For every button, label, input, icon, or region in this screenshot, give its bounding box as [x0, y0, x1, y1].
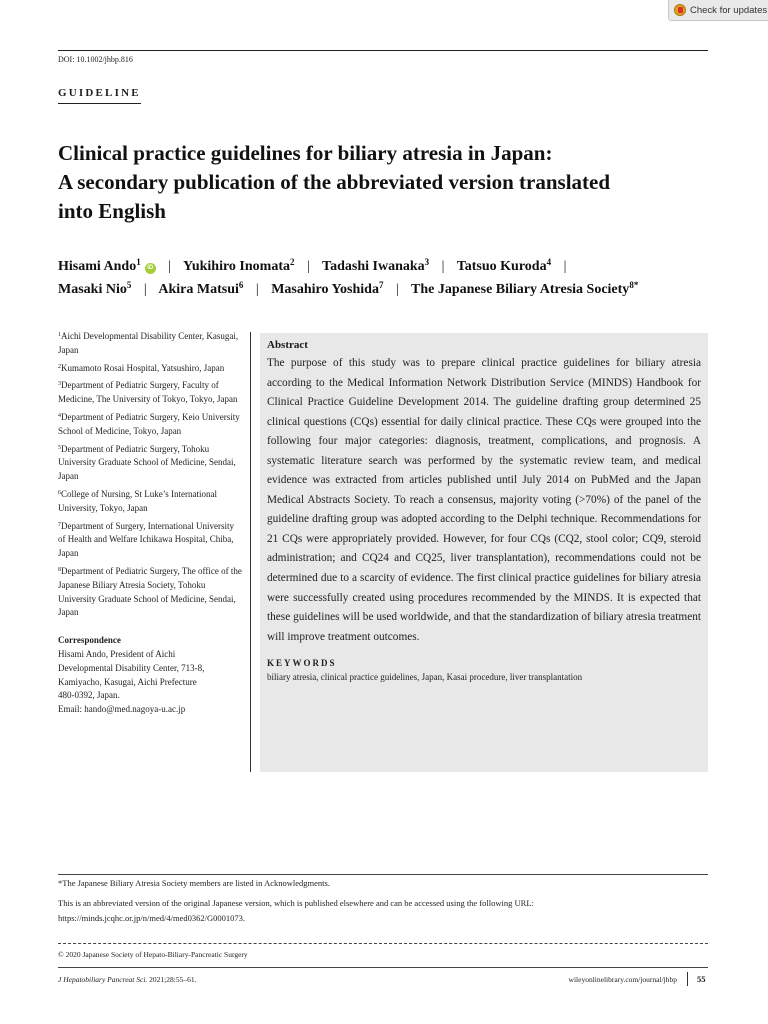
doi: DOI: 10.1002/jhbp.816 [58, 55, 133, 64]
author-separator: | [563, 259, 567, 274]
abstract-panel [260, 333, 708, 772]
author-affiliation-ref: 1 [136, 257, 141, 267]
copyright-notice: © 2020 Japanese Society of Hepato-Biliary-Pancreatic Surgery [58, 950, 248, 959]
author-affiliation-ref: 8* [629, 280, 639, 290]
affiliation: $^6$College of Nursing, St Luke’s International University, Tokyo, Japan [58, 488, 217, 513]
title-line: into English [58, 199, 166, 223]
header-rule [58, 50, 708, 51]
check-for-updates-label: Check for updates [690, 4, 768, 16]
keywords-heading: KEYWORDS [267, 658, 337, 669]
abstract-heading: Abstract [267, 339, 308, 351]
crossmark-icon [674, 4, 686, 16]
correspondence-line: Developmental Disability Center, 713-8, [58, 662, 205, 673]
affiliations-column [58, 330, 242, 717]
author-separator: | [395, 282, 399, 297]
journal-citation [58, 975, 196, 984]
author-separator: | [168, 259, 172, 274]
correspondence-email[interactable]: Email: hando@med.nagoya-u.ac.jp [58, 704, 186, 715]
author-name[interactable]: Yukihiro Inomata$^2$ [183, 257, 295, 274]
author-affiliation-ref: 7 [378, 280, 384, 290]
title-line: Clinical practice guidelines for biliary atresia in Japan: [58, 141, 553, 165]
correspondence-line: Kamiyacho, Kasugai, Aichi Prefecture [58, 676, 197, 687]
author-affiliation-ref: 4 [546, 257, 552, 267]
author-list [58, 255, 718, 301]
check-for-updates-button[interactable] [668, 0, 768, 21]
author-affiliation-ref: 2 [289, 257, 295, 267]
author-name[interactable]: Masaki Nio$^5$ [58, 280, 132, 297]
journal-url-link[interactable]: wileyonlinelibrary.com/journal/jhbp [568, 975, 677, 984]
title-line: A secondary publication of the abbreviated version translated [58, 170, 611, 194]
author-name[interactable]: Tatsuo Kuroda$^4$ [456, 257, 552, 274]
footer-rule [58, 967, 708, 968]
author-name[interactable]: Akira Matsui$^6$ [158, 280, 244, 297]
author-separator: | [306, 259, 310, 274]
correspondence-line: Hisami Ando, President of Aichi [58, 648, 176, 659]
author-name[interactable]: The Japanese Biliary Atresia Society$^{8*}$ [411, 280, 639, 297]
author-affiliation-ref: 5 [126, 280, 132, 290]
keywords-text: biliary atresia, clinical practice guidelines, Japan, Kasai procedure, liver transplantation [267, 672, 583, 683]
affiliation: $^2$Kumamoto Rosai Hospital, Yatsushiro, Japan [58, 362, 225, 373]
dotted-divider [58, 943, 708, 944]
affiliation: $^5$Department of Pediatric Surgery, Tohoku University Graduate School of Medicine, Sendai, Japan [58, 443, 236, 482]
author-separator: | [255, 282, 259, 297]
author-name[interactable]: Masahiro Yoshida$^7$ [271, 280, 384, 297]
author-separator: | [143, 282, 147, 297]
author-name[interactable]: Hisami Ando$^1$ [58, 257, 141, 274]
society-footnote: *The Japanese Biliary Atresia Society members are listed in Acknowledgments. [58, 878, 330, 888]
version-footnote: This is an abbreviated version of the original Japanese version, which is published elsewhere and can be accessed using the following URL: https://minds.jcqhc.or.jp/n/med/4/med0362/G0001073. [58, 898, 534, 923]
author-affiliation-ref: 6 [238, 280, 244, 290]
article-title [58, 139, 708, 226]
affiliation: $^1$Aichi Developmental Disability Center, Kasugai, Japan [58, 331, 239, 355]
affiliation: $^7$Department of Surgery, International University of Health and Welfare Ichikawa Hospital, Chiba, Japan [58, 520, 234, 559]
abstract-text: The purpose of this study was to prepare clinical practice guidelines for biliary atresia according to the Medical Information Network Distribution Service (MINDS) Handbook for Clinical Practice Guideline Development 2014. The guideline drafting group determined 25 clinical questions (CQs) essential for daily clinical practice. These CQs were grouped into the following four major categories: diagnosis, treatment, complications, and prognosis. A systematic literature search was performed by the systematic review team, and medical evidence was extracted from articles published until July 2014 on PubMed and the Japan Medical Abstracts Society. To reach a consensus, majority voting (>70%) of the panel of the guideline drafting group was adopted according to the Delphi technique. Recommendations for 21 CQs were appropriately provided. However, for four CQs (CQ2, stool color; CQ9, steroid administration; and CQ24 and CQ25, liver transplantation), recommendations could not be determined due to a scarcity of evidence. The first clinical practice guidelines for biliary atresia were successfully created using procedures recommended by the MINDS. It is expected that these guidelines will be used worldwide, and that the standardization of biliary atresia treatment will improve treatment outcomes. [267, 357, 701, 643]
page-number-divider [687, 972, 688, 986]
footnote-rule [58, 874, 708, 875]
author-affiliation-ref: 3 [424, 257, 430, 267]
affiliation: $^8$Department of Pediatric Surgery, The office of the Japanese Biliary Atresia Society, Tohoku University Graduate School of Medicine, Sendai, Japan [58, 565, 242, 618]
journal-name: J Hepatobiliary Pancreat Sci. [58, 975, 148, 984]
author-line [58, 278, 718, 301]
article-type-label: GUIDELINE [58, 87, 141, 104]
affiliation: $^4$Department of Pediatric Surgery, Keio University School of Medicine, Tokyo, Japan [58, 411, 240, 436]
affiliation: $^3$Department of Pediatric Surgery, Faculty of Medicine, The University of Tokyo, Tokyo, Japan [58, 380, 238, 405]
orcid-icon[interactable]: iD [145, 263, 156, 274]
journal-volume: 2021;28:55–61. [149, 975, 197, 984]
author-name[interactable]: Tadashi Iwanaka$^3$ [322, 257, 430, 274]
author-separator: | [441, 259, 445, 274]
column-divider [250, 332, 251, 772]
author-line [58, 255, 718, 278]
correspondence-heading: Correspondence [58, 635, 121, 646]
page-number: 55 [697, 974, 706, 984]
correspondence-line: 480-0392, Japan. [58, 690, 120, 701]
